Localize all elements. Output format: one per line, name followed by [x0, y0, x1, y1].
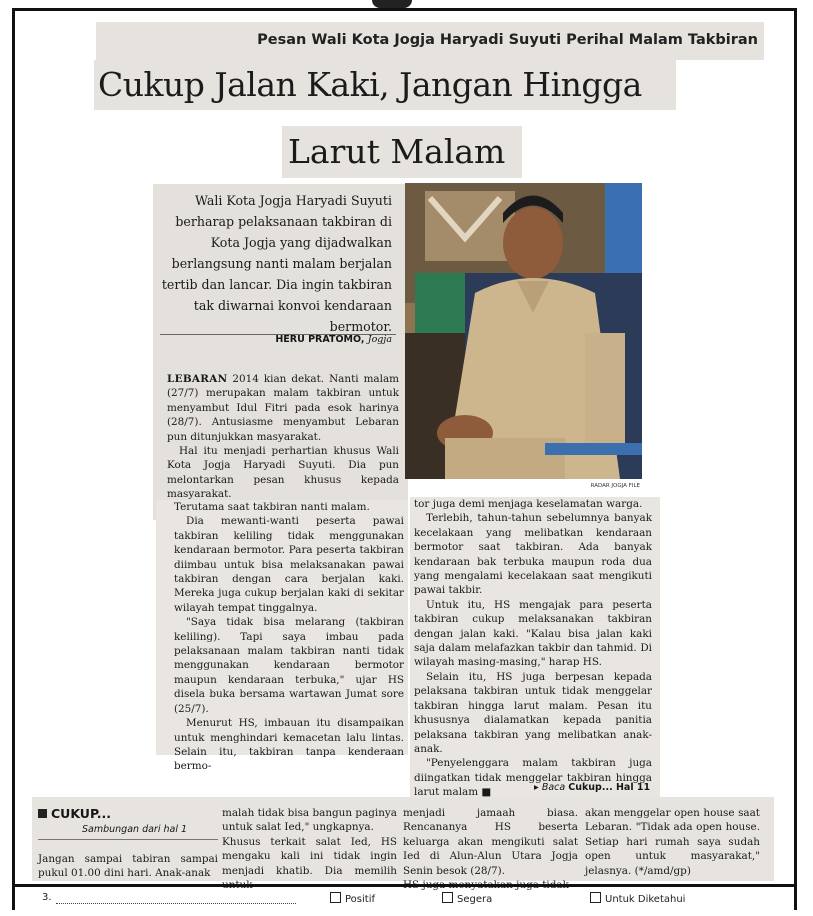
cont-c1: Jangan sampai tabiran sampai pukul 01.00 dini hari. Anak-anak [38, 853, 218, 880]
col2-p1: tor juga demi menjaga keselamatan warga. [414, 498, 643, 510]
intro-p1-text: 2014 kian dekat. Nanti malam (27/7) merupakan malam takbiran untuk menyambut Idul Fitri pada esok harinya (28/7). Antusiasme menyambut Lebaran pun ditunjukkan masyarakat. [167, 373, 399, 443]
checkbox-icon [442, 892, 453, 903]
article-column-1 [174, 500, 404, 774]
col1-p2: Dia mewanti-wanti peserta pawai takbiran keliling tidak menggunakan kendaraan bermotor. Para peserta takbiran diimbau untuk bisa melaksanakan pawai takbiran dengan cara berjalan kaki. Mereka juga cukup berjalan kaki di sekitar wilayah tempat tinggalnya. [174, 515, 404, 614]
news-photo [405, 183, 642, 479]
intro-text [167, 372, 399, 502]
headline-line-1: Cukup Jalan Kaki, Jangan Hingga [94, 60, 676, 110]
intro-paragraph-2: Hal itu menjadi perhartian khusus Wali Kota Jogja Haryadi Suyuti. Dia pun melontarkan pesan khusus kepada masyarakat. [167, 445, 399, 501]
footer-notes-line[interactable] [56, 892, 296, 904]
col2-p5 [414, 756, 652, 799]
col2-p3: Untuk itu, HS mengajak para peserta takbiran cukup melaksanakan takbiran dengan jalan kaki. "Kalau bisa jalan kaki saja dalam melafazkan takbir dan tahmid. Di wilayah masing-masing," harap HS. [414, 598, 652, 669]
continuation-badge [38, 806, 111, 821]
checkbox-positif-label: Positif [345, 894, 375, 905]
footer-number: 3. [42, 892, 52, 903]
checkbox-segera-label: Segera [457, 894, 493, 905]
col1-p1: Terutama saat takbiran nanti malam. [174, 501, 370, 513]
byline-location: Jogja [367, 334, 392, 345]
checkbox-icon [590, 892, 601, 903]
cont-c2b: Khusus terkait salat Ied, HS mengaku kali ini tidak ingin menjadi khatib. Dia memilih [222, 835, 397, 877]
col2-p5-text: "Penyelenggara malam takbiran juga diingatkan tidak menggelar takbiran hingga larut malam [414, 757, 652, 799]
read-more-prefix: Baca [541, 782, 566, 793]
intro-lead-word: LEBARAN [167, 373, 228, 385]
checkbox-positif[interactable] [330, 892, 375, 912]
col2-p2: Terlebih, tahun-tahun sebelumnya banyak kecelakaan yang melibatkan kendaraan bermotor saat takbiran. Ada banyak kendaraan bak terbuka maupun roda dua yang mengalami kecelakaan saat mengikuti pawai takbir. [414, 512, 652, 597]
headline-line-2: Larut Malam [282, 126, 522, 178]
continuation-col-1 [38, 852, 218, 881]
lead-paragraph: Wali Kota Jogja Haryadi Suyuti berharap pelaksanaan takbiran di Kota Jogja yang dijadwalkan berlangsung nanti malam berjalan tertib dan lancar. Dia ingin takbiran tak diwarnai konvoi kendaraan bermotor. [161, 193, 392, 334]
cont-c3: menjadi jamaah biasa. Rencananya HS beserta keluarga akan mengikuti salat Ied di Alun-Alun Utara Jogja Senin besok (28/7). [403, 807, 578, 877]
read-more-target: Cukup... Hal 11 [568, 782, 651, 793]
checkbox-segera[interactable] [442, 892, 492, 912]
scan-mark [372, 0, 412, 8]
arrow-right-icon: ▸ [534, 782, 539, 793]
checkbox-untuk-diketahui[interactable] [590, 892, 685, 912]
cont-c2: malah tidak bisa bangun paginya untuk salat Ied," ungkapnya. [222, 807, 397, 834]
article-column-2 [414, 497, 652, 800]
continuation-divider [38, 839, 218, 840]
cont-c4: akan menggelar open house saat Lebaran. "Tidak ada open house. Setiap hari rumah saya sudah open untuk masyarakat," jelasnya. (*/amd/gp) [585, 807, 760, 877]
continuation-col-3 [403, 806, 578, 892]
square-bullet-icon [38, 809, 47, 818]
continuation-source: Sambungan dari hal 1 [82, 824, 188, 835]
photo-credit: RADAR JOGJA FILE [590, 483, 640, 489]
intro-paragraph-1 [167, 372, 399, 444]
byline [160, 334, 392, 345]
col1-p4: Menurut HS, imbauan itu disampaikan untuk menghindari kemacetan lalu lintas. Selain itu, takbiran tanpa kenderaan bermo- [174, 717, 404, 773]
checkbox-icon [330, 892, 341, 903]
byline-author: HERU PRATOMO, [275, 334, 365, 345]
end-mark-icon: ■ [481, 786, 492, 799]
checkbox-untuk-diketahui-label: Untuk Diketahui [605, 894, 686, 905]
photo-illustration [405, 183, 642, 479]
continuation-badge-label: CUKUP... [51, 806, 112, 821]
kicker: Pesan Wali Kota Jogja Haryadi Suyuti Perihal Malam Takbiran [96, 22, 764, 60]
col2-p4: Selain itu, HS juga berpesan kepada pelaksana takbiran untuk tidak menggelar takbiran hingga larut malam. Pesan itu khususnya dialamatkan kepada panitia pelaksana takbiran yang melibatkan anak-anak. [414, 670, 652, 755]
continuation-col-2 [222, 806, 397, 892]
frame-bottom-rule [12, 884, 797, 887]
col1-p3: "Saya tidak bisa melarang (takbiran keliling). Tapi saya imbau pada pelaksanaan malam takbiran nanti tidak menggunakan kendaraan bermotor maupun kendaraan terbuka," ujar HS disela buka bersama wartawan Jumat sore (25/7). [174, 616, 404, 715]
continuation-col-4 [585, 806, 760, 878]
read-more [534, 782, 654, 793]
